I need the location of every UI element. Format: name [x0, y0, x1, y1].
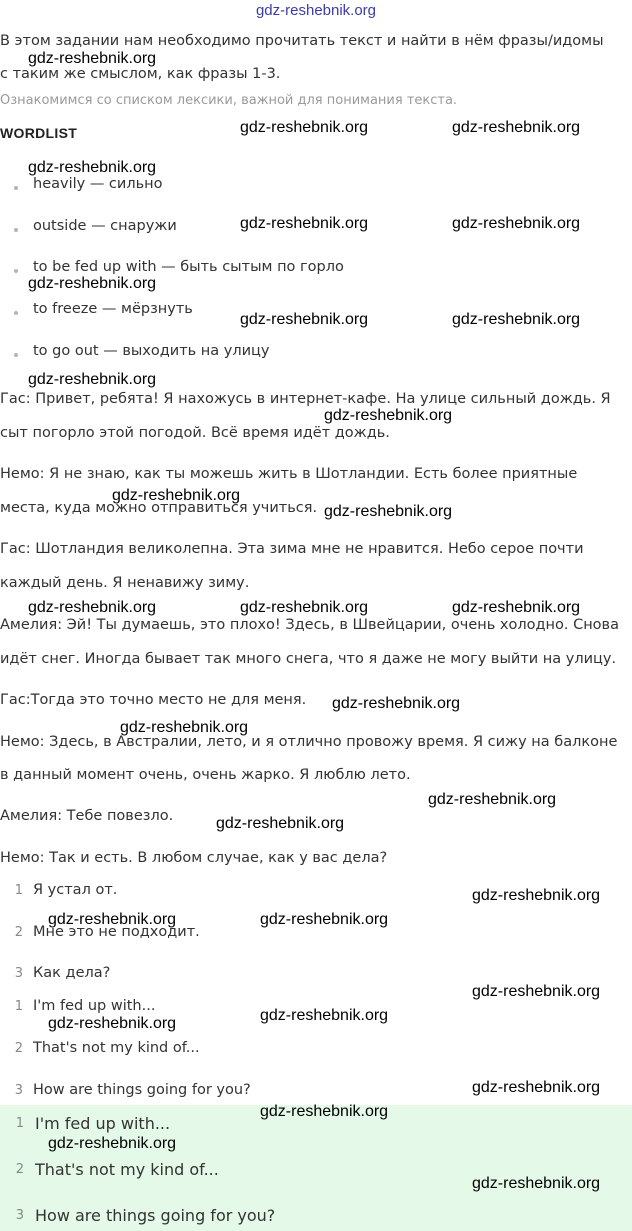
- wordlist-title: WORDLIST: [0, 125, 78, 141]
- watermark: gdz-reshebnik.org: [28, 371, 157, 388]
- dialogue-line: идёт снег. Иногда бывает так много снега, что я даже не могу выйти на улицу.: [0, 651, 617, 667]
- dialogue-line: Немо: Я не знаю, как ты можешь жить в Шотландии. Есть более приятные: [0, 466, 578, 482]
- dialogue-line: Амелия: Тебе повезло.: [0, 808, 174, 824]
- answer-line: I'm fed up with...: [35, 1114, 171, 1133]
- top-watermark: gdz-reshebnik.org: [255, 2, 377, 19]
- dialogue-line: сыт погорло этой погодой. Всё время идёт дождь.: [0, 425, 390, 441]
- intro-note: Ознакомимся со списком лексики, важной для понимания текста.: [0, 93, 458, 108]
- watermark: gdz-reshebnik.org: [240, 311, 369, 328]
- watermark: gdz-reshebnik.org: [472, 1175, 601, 1192]
- watermark: gdz-reshebnik.org: [324, 407, 453, 424]
- wordlist-item: outside — снаружи: [33, 218, 177, 234]
- watermark: gdz-reshebnik.org: [48, 911, 177, 928]
- list-number: 1: [15, 1116, 24, 1131]
- watermark: gdz-reshebnik.org: [452, 599, 581, 616]
- phrase-ru: Мне это не подходит.: [33, 924, 200, 940]
- intro-line-1: В этом задании нам необходимо прочитать текст и найти в нём фразы/идомы: [0, 33, 604, 49]
- dialogue-line: Амелия: Эй! Ты думаешь, это плохо! Здесь, в Швейцарии, очень холодно. Снова: [0, 617, 619, 633]
- watermark: gdz-reshebnik.org: [48, 1135, 177, 1152]
- watermark: gdz-reshebnik.org: [452, 311, 581, 328]
- watermark: gdz-reshebnik.org: [452, 215, 581, 232]
- list-number: 3: [14, 1083, 23, 1098]
- bullet-dot: [14, 186, 18, 190]
- bullet-dot: [14, 353, 18, 357]
- watermark: gdz-reshebnik.org: [48, 1015, 177, 1032]
- watermark: gdz-reshebnik.org: [112, 487, 241, 504]
- watermark: gdz-reshebnik.org: [472, 887, 601, 904]
- intro-line-2: с таким же смыслом, как фразы 1-3.: [0, 66, 281, 82]
- list-number: 2: [14, 1041, 23, 1056]
- watermark: gdz-reshebnik.org: [260, 911, 389, 928]
- watermark: gdz-reshebnik.org: [428, 791, 557, 808]
- watermark: gdz-reshebnik.org: [28, 275, 157, 292]
- watermark: gdz-reshebnik.org: [28, 50, 157, 67]
- bullet-dot: [14, 228, 18, 232]
- phrase-en: I'm fed up with...: [33, 998, 156, 1014]
- list-number: 1: [14, 999, 23, 1014]
- watermark: gdz-reshebnik.org: [120, 719, 249, 736]
- watermark: gdz-reshebnik.org: [332, 695, 461, 712]
- bullet-dot: [14, 269, 18, 273]
- dialogue-line: каждый день. Я ненавижу зиму.: [0, 575, 250, 591]
- wordlist-item: to go out — выходить на улицу: [33, 343, 270, 359]
- watermark: gdz-reshebnik.org: [240, 119, 369, 136]
- watermark: gdz-reshebnik.org: [216, 815, 345, 832]
- dialogue-line: Немо: Так и есть. В любом случае, как у вас дела?: [0, 850, 388, 866]
- watermark: gdz-reshebnik.org: [472, 1079, 601, 1096]
- dialogue-line: Гас: Шотландия великолепна. Эта зима мне не нравится. Небо серое почти: [0, 541, 584, 557]
- answer-line: That's not my kind of...: [35, 1160, 219, 1179]
- list-number: 3: [14, 966, 23, 981]
- list-number: 2: [15, 1162, 24, 1177]
- watermark: gdz-reshebnik.org: [260, 1103, 389, 1120]
- list-number: 3: [15, 1208, 24, 1223]
- list-number: 1: [14, 883, 23, 898]
- watermark: gdz-reshebnik.org: [324, 503, 453, 520]
- wordlist-item: to be fed up with — быть сытым по горло: [33, 259, 344, 275]
- phrase-en: How are things going for you?: [33, 1082, 251, 1098]
- watermark: gdz-reshebnik.org: [452, 119, 581, 136]
- wordlist-item: heavily — сильно: [33, 176, 163, 192]
- dialogue-line: Немо: Здесь, в Австралии, лето, и я отлично провожу время. Я сижу на балконе: [0, 734, 618, 750]
- phrase-en: That's not my kind of...: [33, 1040, 200, 1056]
- watermark: gdz-reshebnik.org: [28, 599, 157, 616]
- phrase-ru: Я устал от.: [33, 882, 118, 898]
- watermark: gdz-reshebnik.org: [260, 1007, 389, 1024]
- phrase-ru: Как дела?: [33, 965, 111, 981]
- dialogue-line: места, куда можно отправиться учиться.: [0, 500, 318, 516]
- wordlist-item: to freeze — мёрзнуть: [33, 301, 193, 317]
- watermark: gdz-reshebnik.org: [28, 159, 157, 176]
- list-number: 2: [14, 925, 23, 940]
- watermark: gdz-reshebnik.org: [240, 599, 369, 616]
- dialogue-line: Гас:Тогда это точно место не для меня.: [0, 692, 307, 708]
- answer-line: How are things going for you?: [35, 1206, 276, 1225]
- watermark: gdz-reshebnik.org: [240, 215, 369, 232]
- bullet-dot: [14, 311, 18, 315]
- watermark: gdz-reshebnik.org: [472, 983, 601, 1000]
- dialogue-line: в данный момент очень, очень жарко. Я люблю лето.: [0, 767, 411, 783]
- dialogue-line: Гас: Привет, ребята! Я нахожусь в интернет-кафе. На улице сильный дождь. Я: [0, 391, 611, 407]
